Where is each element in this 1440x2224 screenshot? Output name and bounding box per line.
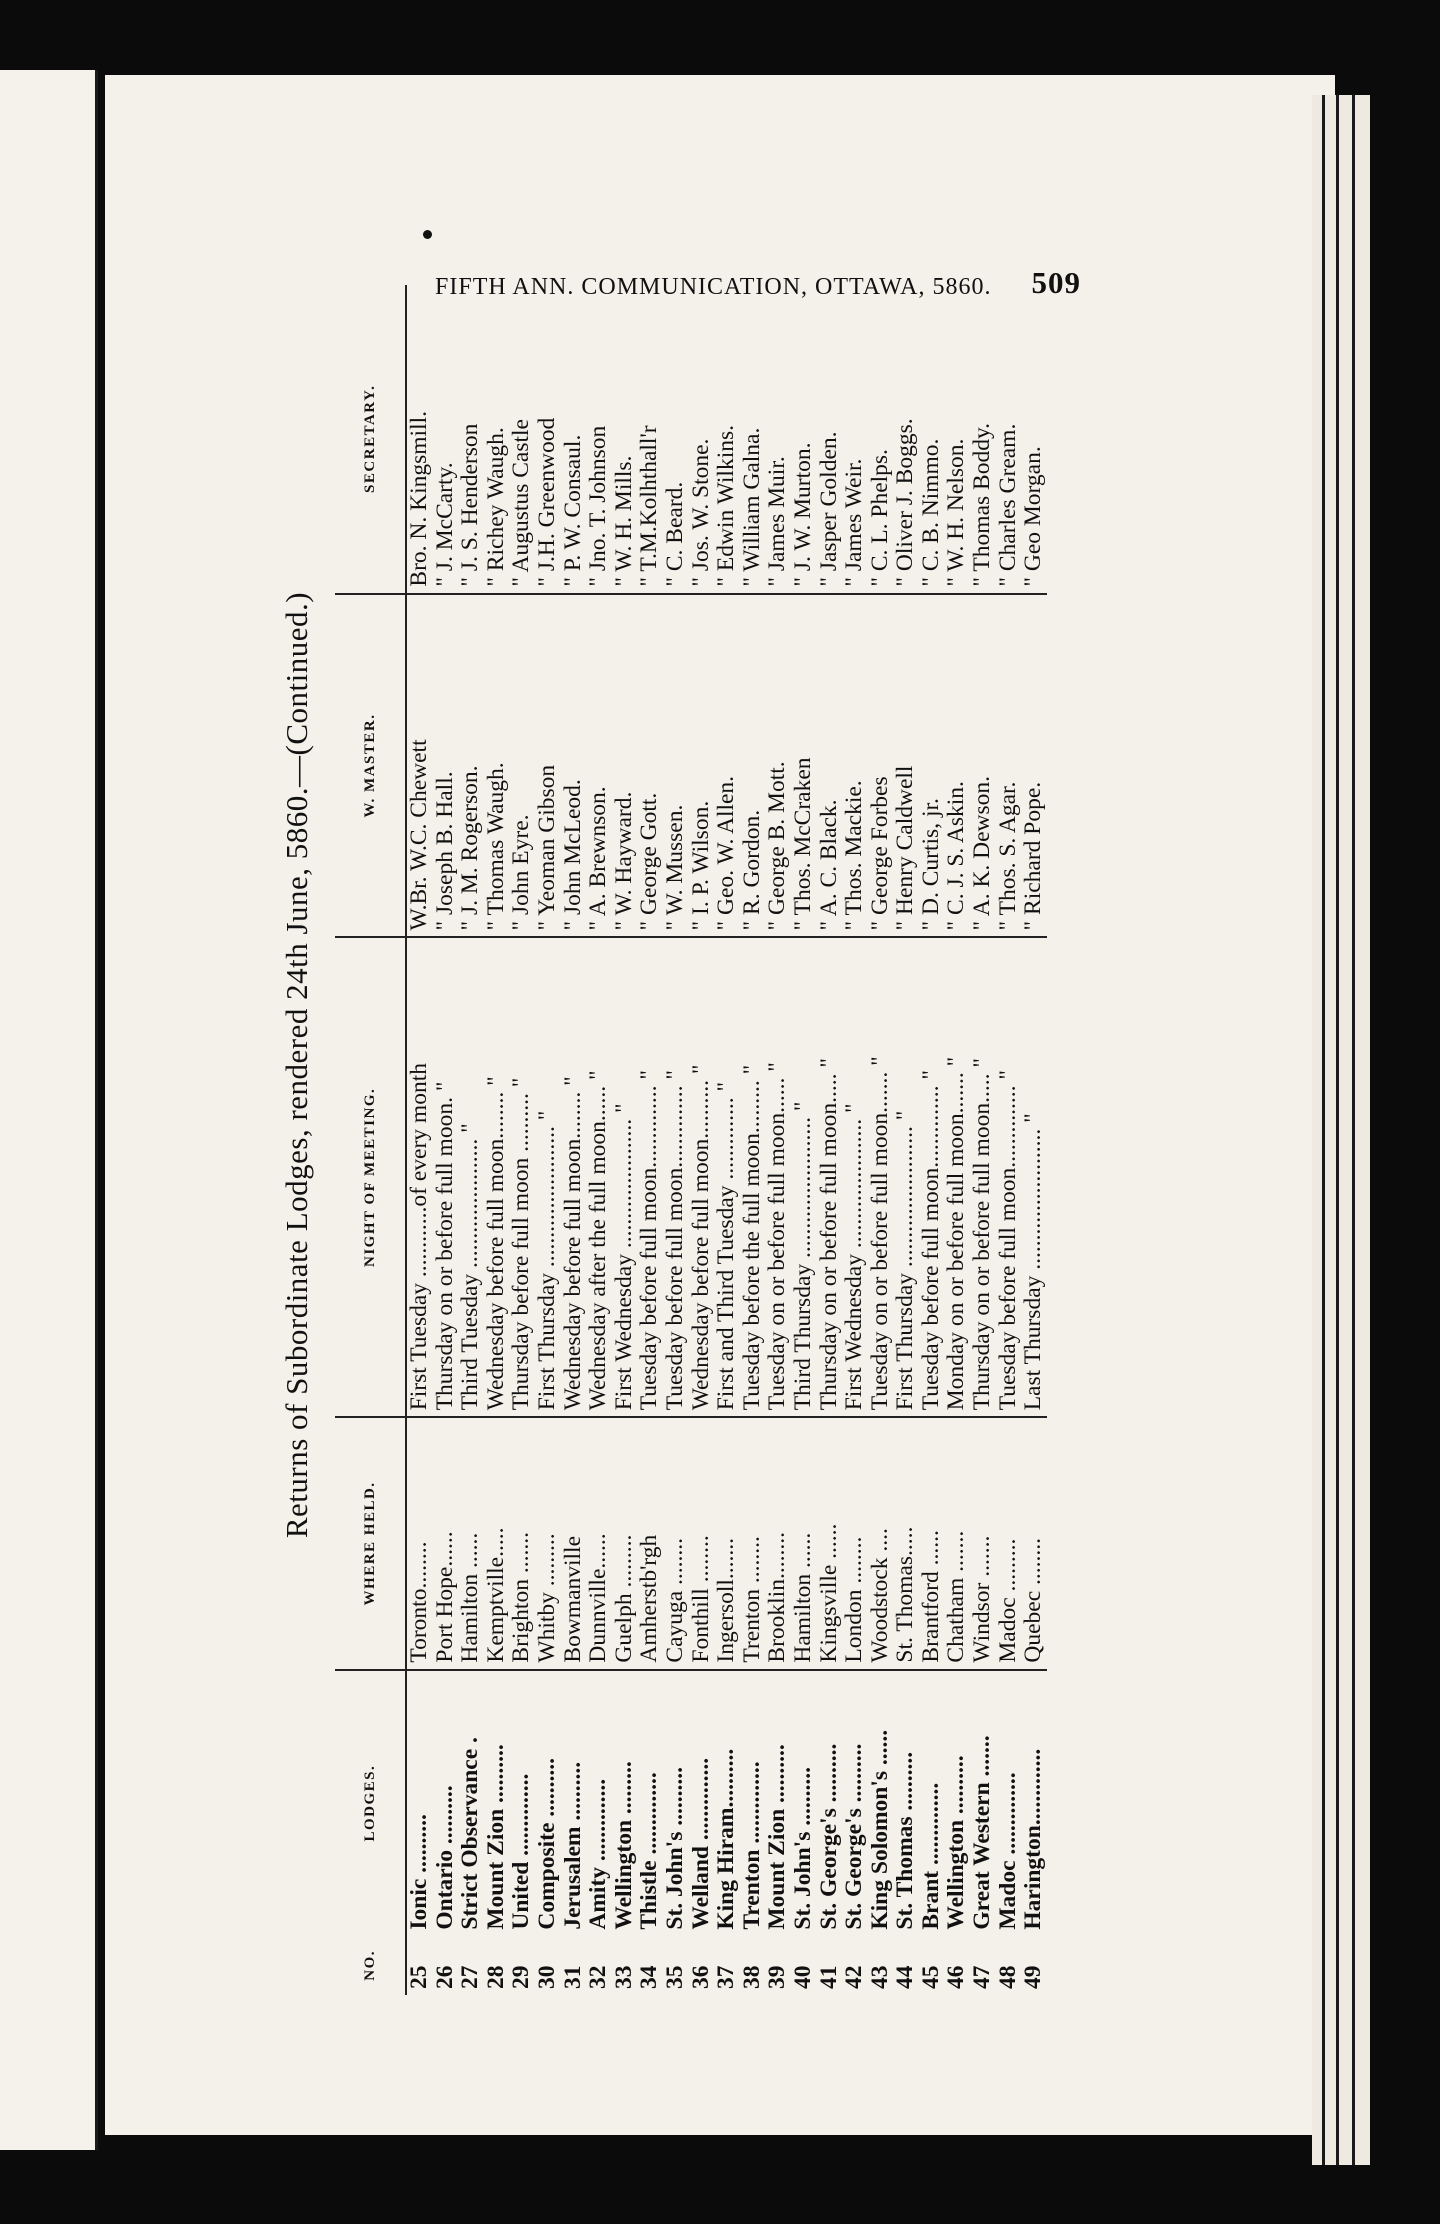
secretary: " C. Beard. (663, 285, 689, 594)
table-row (689, 285, 715, 1995)
lodge-name: Mount Zion .......... (764, 1744, 791, 1930)
lodge-number: 37 (713, 1965, 740, 1989)
lodge-name: Jerusalem .......... (559, 1761, 586, 1930)
page-edges (1312, 95, 1370, 2165)
where-held: Ingersoll....... (714, 1417, 740, 1669)
worshipful-master: " Geo. W. Allen. (714, 594, 740, 938)
table-row (663, 285, 689, 1995)
running-header (435, 265, 1081, 301)
worshipful-master: " A. Brewnson. (586, 594, 612, 938)
lodge-name: Welland .............. (687, 1757, 714, 1930)
secretary: " Jos. W. Stone. (689, 285, 715, 594)
table-row (535, 285, 561, 1995)
lodge-name: Composite .......... (533, 1757, 560, 1930)
table-row (406, 285, 433, 1995)
where-held: Chatham ....... (944, 1417, 970, 1669)
lodge-number: 47 (969, 1965, 996, 1989)
secretary: Bro. N. Kingsmill. (406, 285, 433, 594)
lodge-name: United .............. (508, 1773, 535, 1930)
worshipful-master: " Thos. Mackie. (842, 594, 868, 938)
worshipful-master: " George Gott. (637, 594, 663, 938)
lodge-number: 39 (764, 1965, 791, 1989)
secretary: " C. L. Phelps. (868, 285, 894, 594)
lodge-number: 33 (610, 1965, 637, 1989)
night-of-meeting: Tuesday on or before full moon....... " (868, 937, 894, 1417)
lodge-number: 40 (789, 1965, 816, 1989)
night-of-meeting: Third Tuesday ...................... " (458, 937, 484, 1417)
table-row (612, 285, 638, 1995)
lodge-number: 44 (892, 1965, 919, 1989)
lodge-number: 48 (994, 1965, 1021, 1989)
where-held: Cayuga ........ (663, 1417, 689, 1669)
secretary: " C. B. Nimmo. (919, 285, 945, 594)
worshipful-master: " Yeoman Gibson (535, 594, 561, 938)
night-of-meeting: Wednesday before full moon.......... " (689, 937, 715, 1417)
lodge-name: Ontario .......... (431, 1785, 458, 1930)
lodge-number: 38 (738, 1965, 765, 1989)
worshipful-master: " Richard Pope. (1021, 594, 1047, 938)
night-of-meeting: First Thursday ........................ " (893, 937, 919, 1417)
lodge-name: St. George's .......... (841, 1743, 868, 1930)
lodge-number: 31 (559, 1965, 586, 1989)
night-of-meeting: First Tuesday ............of every month (406, 937, 433, 1417)
table-row (509, 285, 535, 1995)
table-row (868, 285, 894, 1995)
lodge-number: 26 (431, 1965, 458, 1989)
col-header-night-of-meeting: NIGHT OF MEETING. (335, 937, 406, 1417)
table-row (561, 285, 587, 1995)
where-held: Bowmanville (561, 1417, 587, 1669)
lodge-name: Thistle .............. (636, 1772, 663, 1930)
lodge-number: 27 (457, 1965, 484, 1989)
worshipful-master: " George B. Mott. (765, 594, 791, 938)
secretary: " T.M.Kolhthall'r (637, 285, 663, 594)
lodge-number: 41 (815, 1965, 842, 1989)
lodge-number: 36 (687, 1965, 714, 1989)
table-row (484, 285, 510, 1995)
secretary: " Jasper Golden. (817, 285, 843, 594)
secretary: " William Galna. (740, 285, 766, 594)
lodge-number: 29 (508, 1965, 535, 1989)
lodge-returns-table (335, 285, 1047, 1995)
lodge-name: Strict Observance . (457, 1737, 484, 1930)
worshipful-master: " John McLeod. (561, 594, 587, 938)
table-row (740, 285, 766, 1995)
lodge-name: Great Western ....... (969, 1735, 996, 1930)
page-number: 509 (1031, 265, 1081, 300)
worshipful-master: " Joseph B. Hall. (433, 594, 459, 938)
lodge-name: Mount Zion .......... (482, 1744, 509, 1930)
lodge-name: St. George's .......... (815, 1743, 842, 1930)
where-held: Hamilton ...... (791, 1417, 817, 1669)
table-row (944, 285, 970, 1995)
secretary: " Augustus Castle (509, 285, 535, 594)
lodge-name: St. John's .......... (661, 1767, 688, 1930)
table-header-row (335, 285, 406, 1995)
worshipful-master: " Thos. McCraken (791, 594, 817, 938)
worshipful-master: " J. M. Rogerson. (458, 594, 484, 938)
night-of-meeting: First Wednesday ...................... " (612, 937, 638, 1417)
table-row (433, 285, 459, 1995)
lodge-name: King Solomon's ...... (866, 1729, 893, 1930)
night-of-meeting: Tuesday before full moon.............. " (996, 937, 1022, 1417)
table-row (996, 285, 1022, 1995)
table-row (842, 285, 868, 1995)
table-title: Returns of Subordinate Lodges, rendered 24th June, 5860.—(Continued.) (279, 591, 314, 1539)
table-row (919, 285, 945, 1995)
where-held: Woodstock .... (868, 1417, 894, 1669)
where-held: St. Thomas..... (893, 1417, 919, 1669)
col-header-where-held: WHERE HELD. (335, 1417, 406, 1669)
lodge-name: Wellington .......... (943, 1755, 970, 1930)
where-held: Kingsville ...... (817, 1417, 843, 1669)
night-of-meeting: Tuesday before full moon.............. " (663, 937, 689, 1417)
lodge-number: 46 (943, 1965, 970, 1989)
book-page (105, 75, 1335, 2135)
running-title: FIFTH ANN. COMMUNICATION, OTTAWA, 5860. (435, 274, 992, 300)
lodge-number: 35 (661, 1965, 688, 1989)
night-of-meeting: Thursday on or before full moon. " (433, 937, 459, 1417)
table-row (791, 285, 817, 1995)
table-row (893, 285, 919, 1995)
where-held: Quebec ........ (1021, 1417, 1047, 1669)
lodge-name: Trenton .............. (738, 1761, 765, 1930)
worshipful-master: " I. P. Wilson. (689, 594, 715, 938)
secretary: " P. W. Consaul. (561, 285, 587, 594)
night-of-meeting: Wednesday before full moon........ " (561, 937, 587, 1417)
table-row (637, 285, 663, 1995)
lodge-name: St. John's .......... (789, 1767, 816, 1930)
worshipful-master: " C. J. S. Askin. (944, 594, 970, 938)
table-row (970, 285, 996, 1995)
night-of-meeting: Last Thursday ........................ " (1021, 937, 1047, 1417)
where-held: Kemptville..... (484, 1417, 510, 1669)
secretary: " J. S. Henderson (458, 285, 484, 594)
night-of-meeting: Thursday on or before full moon..... " (970, 937, 996, 1417)
lodge-name: Harington............. (1020, 1748, 1047, 1930)
secretary: " J. McCarty. (433, 285, 459, 594)
lodge-name: Brant .............. (917, 1782, 944, 1930)
lodge-number: 42 (841, 1965, 868, 1989)
rotated-table-block (255, 75, 1275, 2055)
secretary: " Geo Morgan. (1021, 285, 1047, 594)
where-held: Brooklin........ (765, 1417, 791, 1669)
lodge-name: St. Thomas .......... (892, 1751, 919, 1930)
where-held: Toronto........ (406, 1417, 433, 1669)
col-header-w-master: W. MASTER. (335, 594, 406, 938)
where-held: Fonthill ........ (689, 1417, 715, 1669)
lodge-name: Ionic .......... (406, 1814, 432, 1930)
secretary: " Richey Waugh. (484, 285, 510, 594)
worshipful-master: " Thomas Waugh. (484, 594, 510, 938)
night-of-meeting: Tuesday on or before full moon...... " (765, 937, 791, 1417)
night-of-meeting: Thursday before full moon .......... " (509, 937, 535, 1417)
table-row (458, 285, 484, 1995)
col-header-secretary: SECRETARY. (335, 285, 406, 594)
secretary: " Charles Gream. (996, 285, 1022, 594)
worshipful-master: " Henry Caldwell (893, 594, 919, 938)
worshipful-master: " George Forbes (868, 594, 894, 938)
lodge-number: 43 (866, 1965, 893, 1989)
secretary: " J. W. Murton. (791, 285, 817, 594)
secretary: " W. H. Mills. (612, 285, 638, 594)
lodge-number: 28 (482, 1965, 509, 1989)
night-of-meeting: First Thursday ........................ " (535, 937, 561, 1417)
worshipful-master: " W. Hayward. (612, 594, 638, 938)
night-of-meeting: Wednesday after the full moon...... " (586, 937, 612, 1417)
where-held: Guelph ......... (612, 1417, 638, 1669)
where-held: Brantford ...... (919, 1417, 945, 1669)
worshipful-master: W.Br. W.C. Chewett (406, 594, 433, 938)
where-held: London ........ (842, 1417, 868, 1669)
table-row (765, 285, 791, 1995)
col-header-lodges: LODGES. (335, 1670, 406, 1936)
secretary: " Oliver J. Boggs. (893, 285, 919, 594)
where-held: Hamilton ...... (458, 1417, 484, 1669)
secretary: " James Muir. (765, 285, 791, 594)
where-held: Whitby ......... (535, 1417, 561, 1669)
lodge-name: Madoc .............. (994, 1772, 1021, 1930)
night-of-meeting: Thursday on or before full moon..... " (817, 937, 843, 1417)
where-held: Windsor ....... (970, 1417, 996, 1669)
lodge-number: 45 (917, 1965, 944, 1989)
night-of-meeting: Tuesday before full moon.............. " (919, 937, 945, 1417)
night-of-meeting: Third Thursday ........................ " (791, 937, 817, 1417)
secretary: " Jno. T. Johnson (586, 285, 612, 594)
lodge-number: 30 (533, 1965, 560, 1989)
night-of-meeting: Monday on or before full moon....... " (944, 937, 970, 1417)
worshipful-master: " A. C. Black. (817, 594, 843, 938)
lodge-number: 34 (636, 1965, 663, 1989)
where-held: Port Hope...... (433, 1417, 459, 1669)
secretary: " James Weir. (842, 285, 868, 594)
secretary: " J.H. Greenwood (535, 285, 561, 594)
where-held: Trenton ........ (740, 1417, 766, 1669)
lodge-number: 25 (406, 1965, 432, 1989)
where-held: Dunnville...... (586, 1417, 612, 1669)
lodge-name: King Hiram.......... (713, 1748, 740, 1930)
where-held: Brighton ....... (509, 1417, 535, 1669)
worshipful-master: " W. Mussen. (663, 594, 689, 938)
worshipful-master: " A. K. Dewson. (970, 594, 996, 938)
night-of-meeting: Wednesday before full moon........ " (484, 937, 510, 1417)
secretary: " Thomas Boddy. (970, 285, 996, 594)
table-row (1021, 285, 1047, 1995)
worshipful-master: " D. Curtis, jr. (919, 594, 945, 938)
where-held: Amherstb'rgh (637, 1417, 663, 1669)
night-of-meeting: Tuesday before full moon.............. " (637, 937, 663, 1417)
facing-page-edge (0, 70, 98, 2150)
lodge-name: Wellington ......... (610, 1761, 637, 1930)
worshipful-master: " Thos. S. Agar. (996, 594, 1022, 938)
col-header-no: NO. (335, 1936, 406, 1995)
lodge-number: 32 (585, 1965, 612, 1989)
secretary: " W. H. Nelson. (944, 285, 970, 594)
night-of-meeting: Tuesday before the full moon......... " (740, 937, 766, 1417)
table-row (714, 285, 740, 1995)
table-row (817, 285, 843, 1995)
night-of-meeting: First Wednesday ...................... " (842, 937, 868, 1417)
table-row (586, 285, 612, 1995)
worshipful-master: " John Eyre. (509, 594, 535, 938)
lodge-name: Amity .............. (585, 1778, 612, 1930)
lodge-number: 49 (1020, 1965, 1047, 1989)
where-held: Madoc ......... (996, 1417, 1022, 1669)
night-of-meeting: First and Third Tuesday .............. " (714, 937, 740, 1417)
worshipful-master: " R. Gordon. (740, 594, 766, 938)
secretary: " Edwin Wilkins. (714, 285, 740, 594)
